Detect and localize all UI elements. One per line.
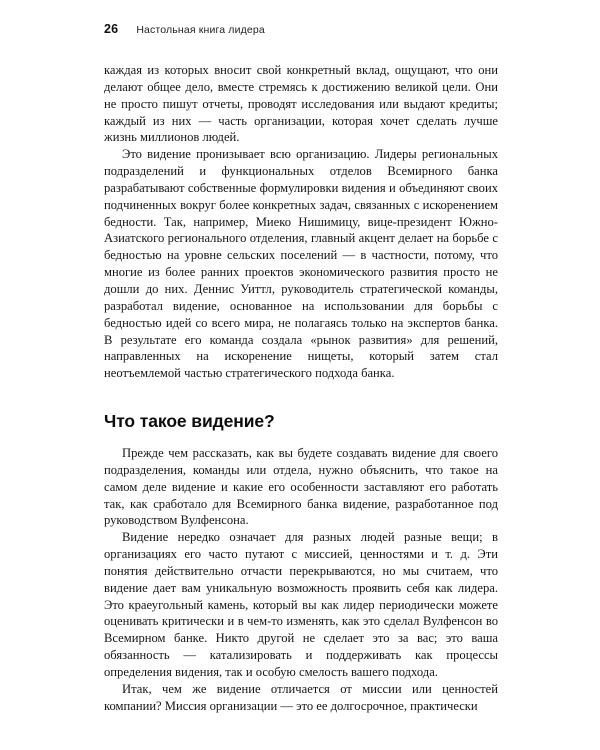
page-number: 26 — [104, 22, 119, 36]
paragraph-vision-pervades: Это видение пронизывает всю организацию. Лидеры региональных подразделений и функциональных отделов Всемирного банка разрабатывают собственные формулировки видения и объединяют своих подчиненных вокруг более конкретных задач, связанных с искоренением бедности. Так, например, Миеко Нишимицу, вице-президент Южно-Азиатского регионального отделения, главный акцент делает на борьбе с бедностью на уровне сельских поселений — в частности, потому, что многие из более ранних проектов экономического развития просто не дошли до них. Деннис Уиттл, руководитель стратегической команды, разработал видение, основанное на использовании для борьбы с бедностью идей со всего мира, не полагаясь только на экспертов банка. В результате его команда создала «рынок развития» для решений, направленных на искоренение нищеты, который затем стал неотъемлемой частью стратегического подхода банка. — [104, 147, 498, 381]
running-head — [104, 22, 498, 36]
running-title: Настольная книга лидера — [136, 24, 265, 36]
heading-spacer-top — [104, 382, 498, 410]
paragraph-mission-difference: Итак, чем же видение отличается от миссии или ценностей компании? Миссия организации — это ее долгосрочное, практически — [104, 681, 498, 713]
section-heading: Что такое видение? — [104, 411, 275, 432]
heading-spacer-bottom — [104, 432, 498, 445]
text-block — [104, 62, 498, 715]
paragraph-before-telling: Прежде чем рассказать, как вы будете создавать видение для своего подразделения, команды или отдела, нужно объяснить, что такое на самом деле видение и какие его особенности заставляют его работать так, как сработало для Всемирного банка видение, разработанное под руководством Вулфенсона. — [104, 446, 498, 528]
paragraph-continued: каждая из которых вносит свой конкретный вклад, ощущают, что они делают общее дело, вместе стремясь к достижению великой цели. Они не просто пишут отчеты, проводят исследования или выдают кредиты; каждый из них — часть организации, которая хочет сделать лучше жизнь миллионов людей. — [104, 63, 498, 145]
paragraph-vision-meanings: Видение нередко означает для разных людей разные вещи; в организациях его часто путают с миссией, ценностями и т. д. Эти понятия действительно отчасти перекрываются, но мы считаем, что видение дает вам уникальную возможность проявить себя как лидера. Это краеугольный камень, который вы как лидер периодически можете оценивать критически и в чем-то изменять, как это сделал Вулфенсон во Всемирном банке. Никто другой не сделает это за вас; это ваша обязанность — катализировать и поддерживать как процессы определения видения, так и особую смелость вашего подхода. — [104, 530, 498, 679]
